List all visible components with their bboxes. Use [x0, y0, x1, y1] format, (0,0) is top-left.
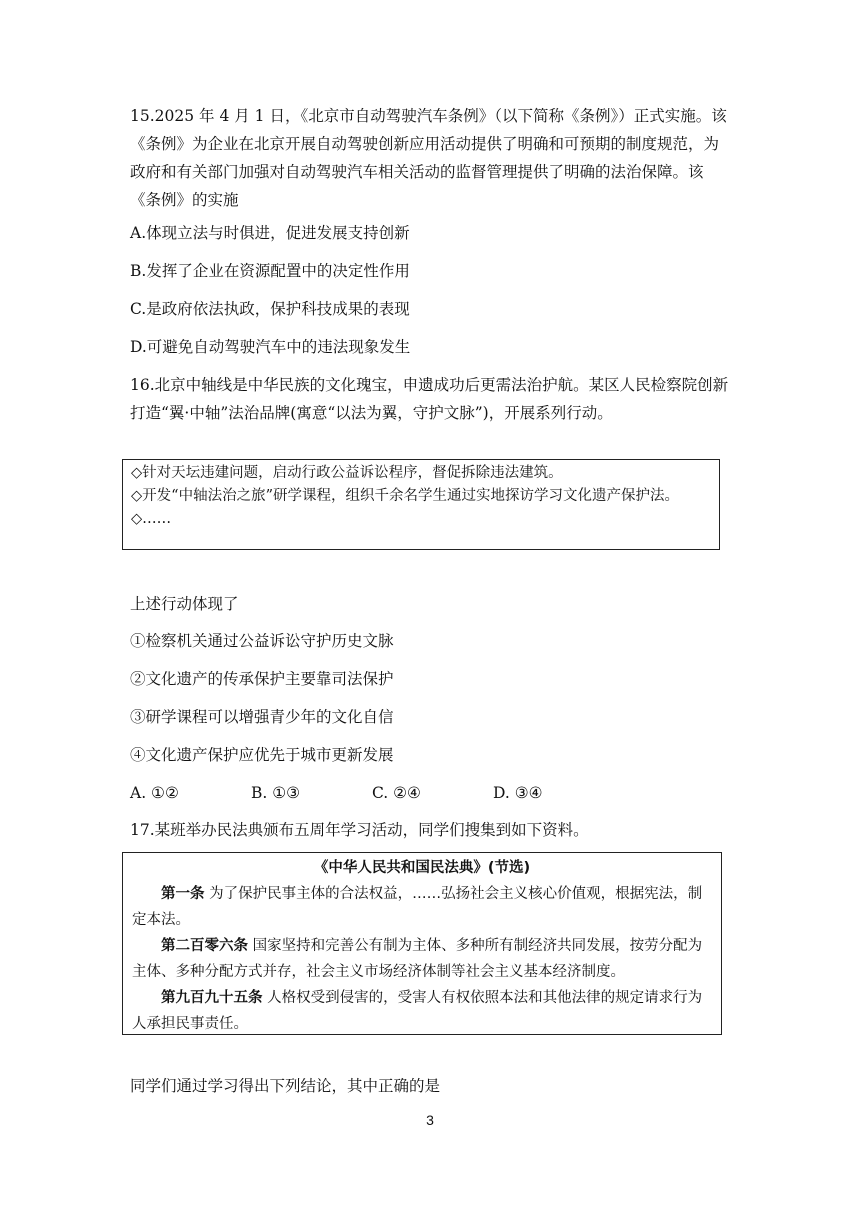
civil-code-article	[132, 933, 712, 985]
q15-option-c: C.是政府依法执政，保护科技成果的表现	[130, 300, 410, 318]
civil-code-article	[132, 985, 712, 1037]
q16-box-line: ◇……	[131, 511, 172, 527]
q17-lead: 同学们通过学习得出下列结论，其中正确的是	[130, 1077, 441, 1095]
article-text: 为了保护民事主体的合法权益，……弘扬社会主义核心价值观，根据宪法，制定本法。	[132, 886, 703, 928]
q16-choice-d: D. ③④	[493, 784, 543, 802]
q15-stem: 15.2025 年 4 月 1 日，《北京市自动驾驶汽车条例》（以下简称《条例》）正式实施。该《条例》为企业在北京开展自动驾驶创新应用活动提供了明确和可预期的制度规范，为政府和有关部门加强对自动驾驶汽车相关活动的监督管理提供了明确的法治保障。该《条例》的实施	[130, 107, 727, 209]
article-label: 第二百零六条	[161, 938, 248, 954]
q16-statement-1: ①检察机关通过公益诉讼守护历史文脉	[130, 632, 394, 650]
q16-lead: 上述行动体现了	[130, 595, 239, 613]
q16-choices	[130, 779, 543, 807]
civil-code-title: 《中华人民共和国民法典》(节选)	[313, 860, 531, 876]
page-number: 3	[426, 1112, 434, 1128]
article-text: 国家坚持和完善公有制为主体、多种所有制经济共同发展，按劳分配为主体、多种分配方式并存，社会主义市场经济体制等社会主义基本经济制度。	[132, 938, 703, 980]
q16-stem: 16.北京中轴线是中华民族的文化瑰宝，申遗成功后更需法治护航。某区人民检察院创新打造“翼·中轴”法治品牌(寓意“以法为翼，守护文脉”)，开展系列行动。	[130, 376, 729, 422]
civil-code-article	[132, 881, 712, 933]
q16-statement-3: ③研学课程可以增强青少年的文化自信	[130, 708, 394, 726]
q16-choice-b: B. ①③	[251, 784, 301, 802]
q16-box-line: ◇开发“中轴法治之旅”研学课程，组织千余名学生通过实地探访学习文化遗产保护法。	[131, 488, 679, 504]
article-label: 第九百九十五条	[161, 990, 263, 1006]
q16-box-line: ◇针对天坛违建问题，启动行政公益诉讼程序，督促拆除违法建筑。	[131, 465, 563, 481]
q16-statement-4: ④文化遗产保护应优先于城市更新发展	[130, 746, 394, 764]
q15-option-a: A.体现立法与时俱进，促进发展支持创新	[130, 224, 410, 242]
q16-choice-c: C. ②④	[372, 784, 421, 802]
q16-choice-a: A. ①②	[130, 784, 179, 802]
q16-material-box	[122, 459, 720, 550]
article-label: 第一条	[161, 886, 205, 902]
q17-stem: 17.某班举办民法典颁布五周年学习活动，同学们搜集到如下资料。	[130, 821, 589, 839]
q15-option-d: D.可避免自动驾驶汽车中的违法现象发生	[130, 338, 411, 356]
q16-statement-2: ②文化遗产的传承保护主要靠司法保护	[130, 670, 394, 688]
article-text: 人格权受到侵害的，受害人有权依照本法和其他法律的规定请求行为人承担民事责任。	[132, 990, 703, 1032]
q17-material-box	[122, 852, 722, 1035]
q15-option-b: B.发挥了企业在资源配置中的决定性作用	[130, 262, 410, 280]
